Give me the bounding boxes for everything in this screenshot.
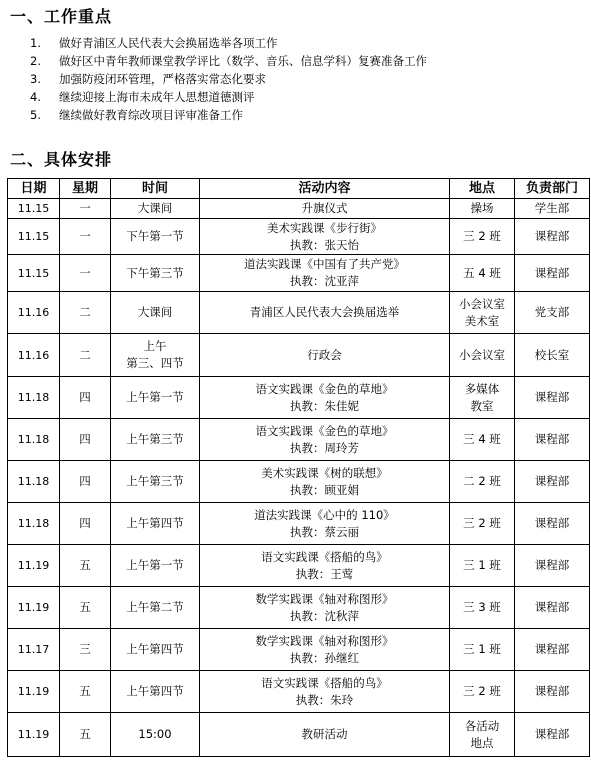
cell-activity-line: 美术实践课《树的联想》 (261, 465, 388, 480)
cell-date: 11.16 (8, 292, 60, 334)
cell-department: 课程部 (515, 503, 590, 545)
cell-time-line: 下午第一节 (126, 229, 184, 243)
cell-time (111, 629, 200, 671)
cell-time-line: 上午 (143, 339, 167, 353)
cell-time-line: 上午第四节 (126, 684, 184, 698)
section-title-work-focus: 一、工作重点 (10, 7, 113, 26)
cell-activity (200, 419, 450, 461)
list-item-number: 5. (30, 108, 41, 122)
cell-time (111, 545, 200, 587)
table-row (8, 713, 590, 757)
list-item (30, 70, 427, 88)
table-row (8, 377, 590, 419)
table-row (8, 255, 590, 292)
cell-activity-line: 执教：沈秋萍 (290, 608, 359, 623)
cell-activity (200, 219, 450, 255)
cell-activity-line: 美术实践课《步行街》 (267, 220, 382, 235)
cell-time (111, 419, 200, 461)
cell-weekday: 四 (60, 503, 111, 545)
cell-department: 课程部 (515, 255, 590, 292)
cell-time (111, 219, 200, 255)
cell-place (450, 503, 515, 545)
cell-date: 11.15 (8, 255, 60, 292)
cell-activity-line: 执教：孙继红 (290, 650, 359, 665)
cell-time-line: 大课间 (137, 305, 173, 319)
cell-place (450, 587, 515, 629)
cell-activity-line: 道法实践课《心中的 110》 (254, 507, 395, 522)
header-activity: 活动内容 (200, 179, 450, 199)
cell-department: 课程部 (515, 671, 590, 713)
table-row (8, 334, 590, 377)
list-item-number: 2. (30, 54, 41, 68)
cell-place (450, 334, 515, 377)
cell-activity-line: 语文实践课《搭船的鸟》 (261, 675, 388, 690)
cell-weekday: 五 (60, 671, 111, 713)
cell-place (450, 461, 515, 503)
cell-activity (200, 461, 450, 503)
cell-time (111, 292, 200, 334)
cell-place (450, 255, 515, 292)
table-row (8, 419, 590, 461)
cell-place-line: 二 2 班 (463, 474, 501, 488)
cell-place (450, 199, 515, 219)
cell-activity-line: 执教：朱佳妮 (290, 398, 359, 413)
table-row (8, 292, 590, 334)
cell-department: 课程部 (515, 461, 590, 503)
cell-date: 11.18 (8, 461, 60, 503)
cell-time-line: 上午第四节 (126, 516, 184, 530)
cell-department: 课程部 (515, 587, 590, 629)
cell-activity-line: 执教：周玲芳 (290, 440, 359, 455)
list-item (30, 88, 427, 106)
cell-activity-line: 执教：沈亚萍 (290, 274, 359, 288)
cell-activity-line: 青浦区人民代表大会换届选举 (249, 305, 400, 319)
cell-place-line: 小会议室 (459, 296, 505, 311)
cell-activity (200, 671, 450, 713)
cell-place-line: 三 4 班 (463, 432, 501, 446)
cell-date: 11.17 (8, 629, 60, 671)
cell-place (450, 377, 515, 419)
cell-weekday: 一 (60, 199, 111, 219)
cell-place (450, 713, 515, 757)
cell-activity-line: 执教：顾亚娟 (290, 482, 359, 497)
cell-date: 11.18 (8, 377, 60, 419)
cell-department: 课程部 (515, 713, 590, 757)
list-item-text: 加强防疫闭环管理，严格落实常态化要求 (59, 72, 266, 86)
cell-activity (200, 713, 450, 757)
cell-place-line: 三 2 班 (463, 684, 501, 698)
list-item-number: 3. (30, 72, 41, 86)
cell-activity-line: 升旗仪式 (301, 201, 348, 215)
cell-date: 11.15 (8, 219, 60, 255)
cell-activity (200, 199, 450, 219)
cell-place (450, 219, 515, 255)
list-item (30, 52, 427, 70)
table-row (8, 503, 590, 545)
cell-time-line: 大课间 (137, 201, 173, 215)
cell-time-line: 上午第三节 (126, 432, 184, 446)
cell-department: 课程部 (515, 545, 590, 587)
table-row (8, 587, 590, 629)
cell-date: 11.19 (8, 587, 60, 629)
cell-date: 11.19 (8, 671, 60, 713)
cell-place-line: 美术室 (464, 313, 500, 328)
cell-place-line: 三 2 班 (463, 516, 501, 530)
cell-activity (200, 503, 450, 545)
cell-time-line: 第三、四节 (126, 356, 184, 370)
cell-place (450, 629, 515, 671)
cell-weekday: 四 (60, 419, 111, 461)
cell-activity-line: 语文实践课《金色的草地》 (255, 381, 394, 396)
cell-place-line: 五 4 班 (463, 265, 501, 280)
cell-time-line: 上午第一节 (126, 390, 184, 404)
table-row (8, 629, 590, 671)
header-place: 地点 (450, 179, 515, 199)
table-row (8, 671, 590, 713)
cell-weekday: 二 (60, 334, 111, 377)
cell-activity-line: 数学实践课《轴对称图形》 (255, 633, 394, 648)
list-item-number: 1. (30, 36, 41, 50)
cell-time (111, 199, 200, 219)
table-row (8, 545, 590, 587)
cell-activity (200, 292, 450, 334)
cell-place-line: 小会议室 (459, 347, 505, 362)
cell-activity-line: 执教：朱玲 (295, 692, 354, 707)
cell-date: 11.19 (8, 713, 60, 757)
cell-department: 学生部 (515, 199, 590, 219)
cell-place-line: 三 3 班 (463, 600, 501, 614)
cell-time (111, 713, 200, 757)
cell-place-line: 各活动 (464, 718, 500, 733)
cell-activity-line: 教研活动 (301, 727, 348, 741)
list-item-text: 做好青浦区人民代表大会换届选举各项工作 (59, 36, 278, 50)
cell-activity-line: 道法实践课《中国有了共产党》 (244, 257, 405, 271)
cell-time (111, 503, 200, 545)
cell-department: 课程部 (515, 219, 590, 255)
list-item-text: 继续迎接上海市未成年人思想道德测评 (59, 90, 255, 104)
cell-activity-line: 语文实践课《金色的草地》 (255, 423, 394, 438)
cell-time (111, 255, 200, 292)
cell-date: 11.16 (8, 334, 60, 377)
cell-activity (200, 255, 450, 292)
schedule-table (7, 178, 590, 757)
cell-activity-line: 数学实践课《轴对称图形》 (255, 591, 394, 606)
cell-time-line: 15:00 (138, 727, 172, 741)
cell-time (111, 671, 200, 713)
list-item-text: 继续做好教育综改项目评审准备工作 (59, 108, 243, 122)
cell-weekday: 二 (60, 292, 111, 334)
table-header-row (8, 179, 590, 199)
section-title-schedule: 二、具体安排 (10, 150, 113, 169)
cell-activity-line: 执教：蔡云丽 (290, 524, 359, 539)
cell-time-line: 下午第三节 (126, 265, 184, 280)
cell-activity (200, 334, 450, 377)
cell-time (111, 461, 200, 503)
cell-time-line: 上午第三节 (126, 474, 184, 488)
cell-place-line: 三 1 班 (463, 558, 501, 572)
cell-time (111, 587, 200, 629)
cell-time-line: 上午第二节 (126, 600, 184, 614)
table-row (8, 461, 590, 503)
cell-activity-line: 执教：王莺 (295, 566, 354, 581)
list-item-text: 做好区中青年教师课堂教学评比（数学、音乐、信息学科）复赛准备工作 (59, 54, 427, 68)
list-item (30, 34, 427, 52)
cell-weekday: 四 (60, 377, 111, 419)
cell-weekday: 一 (60, 219, 111, 255)
cell-place (450, 292, 515, 334)
cell-date: 11.15 (8, 199, 60, 219)
work-focus-list (30, 34, 427, 124)
list-item-number: 4. (30, 90, 41, 104)
cell-date: 11.19 (8, 545, 60, 587)
cell-place-line: 地点 (470, 735, 494, 750)
cell-weekday: 四 (60, 461, 111, 503)
table-row (8, 219, 590, 255)
cell-department: 校长室 (515, 334, 590, 377)
cell-department: 课程部 (515, 377, 590, 419)
cell-activity (200, 629, 450, 671)
header-weekday: 星期 (60, 179, 111, 199)
cell-place-line: 三 2 班 (463, 229, 501, 243)
cell-place-line: 三 1 班 (463, 642, 501, 656)
cell-time-line: 上午第四节 (126, 642, 184, 656)
cell-time (111, 377, 200, 419)
header-department: 负责部门 (515, 179, 590, 199)
cell-date: 11.18 (8, 419, 60, 461)
cell-activity (200, 587, 450, 629)
cell-department: 课程部 (515, 629, 590, 671)
cell-place (450, 545, 515, 587)
cell-weekday: 一 (60, 255, 111, 292)
cell-activity (200, 545, 450, 587)
cell-weekday: 五 (60, 713, 111, 757)
cell-place (450, 671, 515, 713)
cell-place (450, 419, 515, 461)
cell-activity-line: 行政会 (307, 347, 342, 362)
cell-activity-line: 语文实践课《搭船的鸟》 (261, 549, 388, 564)
cell-activity-line: 执教：张天怡 (290, 237, 359, 252)
cell-department: 课程部 (515, 419, 590, 461)
cell-place-line: 教室 (470, 398, 494, 413)
cell-time-line: 上午第一节 (126, 558, 184, 572)
cell-date: 11.18 (8, 503, 60, 545)
cell-department: 党支部 (515, 292, 590, 334)
cell-weekday: 五 (60, 587, 111, 629)
header-time: 时间 (111, 179, 200, 199)
cell-place-line: 多媒体 (464, 381, 500, 396)
table-row (8, 199, 590, 219)
cell-place-line: 操场 (470, 201, 494, 215)
cell-weekday: 五 (60, 545, 111, 587)
cell-activity (200, 377, 450, 419)
cell-time (111, 334, 200, 377)
cell-weekday: 三 (60, 629, 111, 671)
header-date: 日期 (8, 179, 60, 199)
list-item (30, 106, 427, 124)
